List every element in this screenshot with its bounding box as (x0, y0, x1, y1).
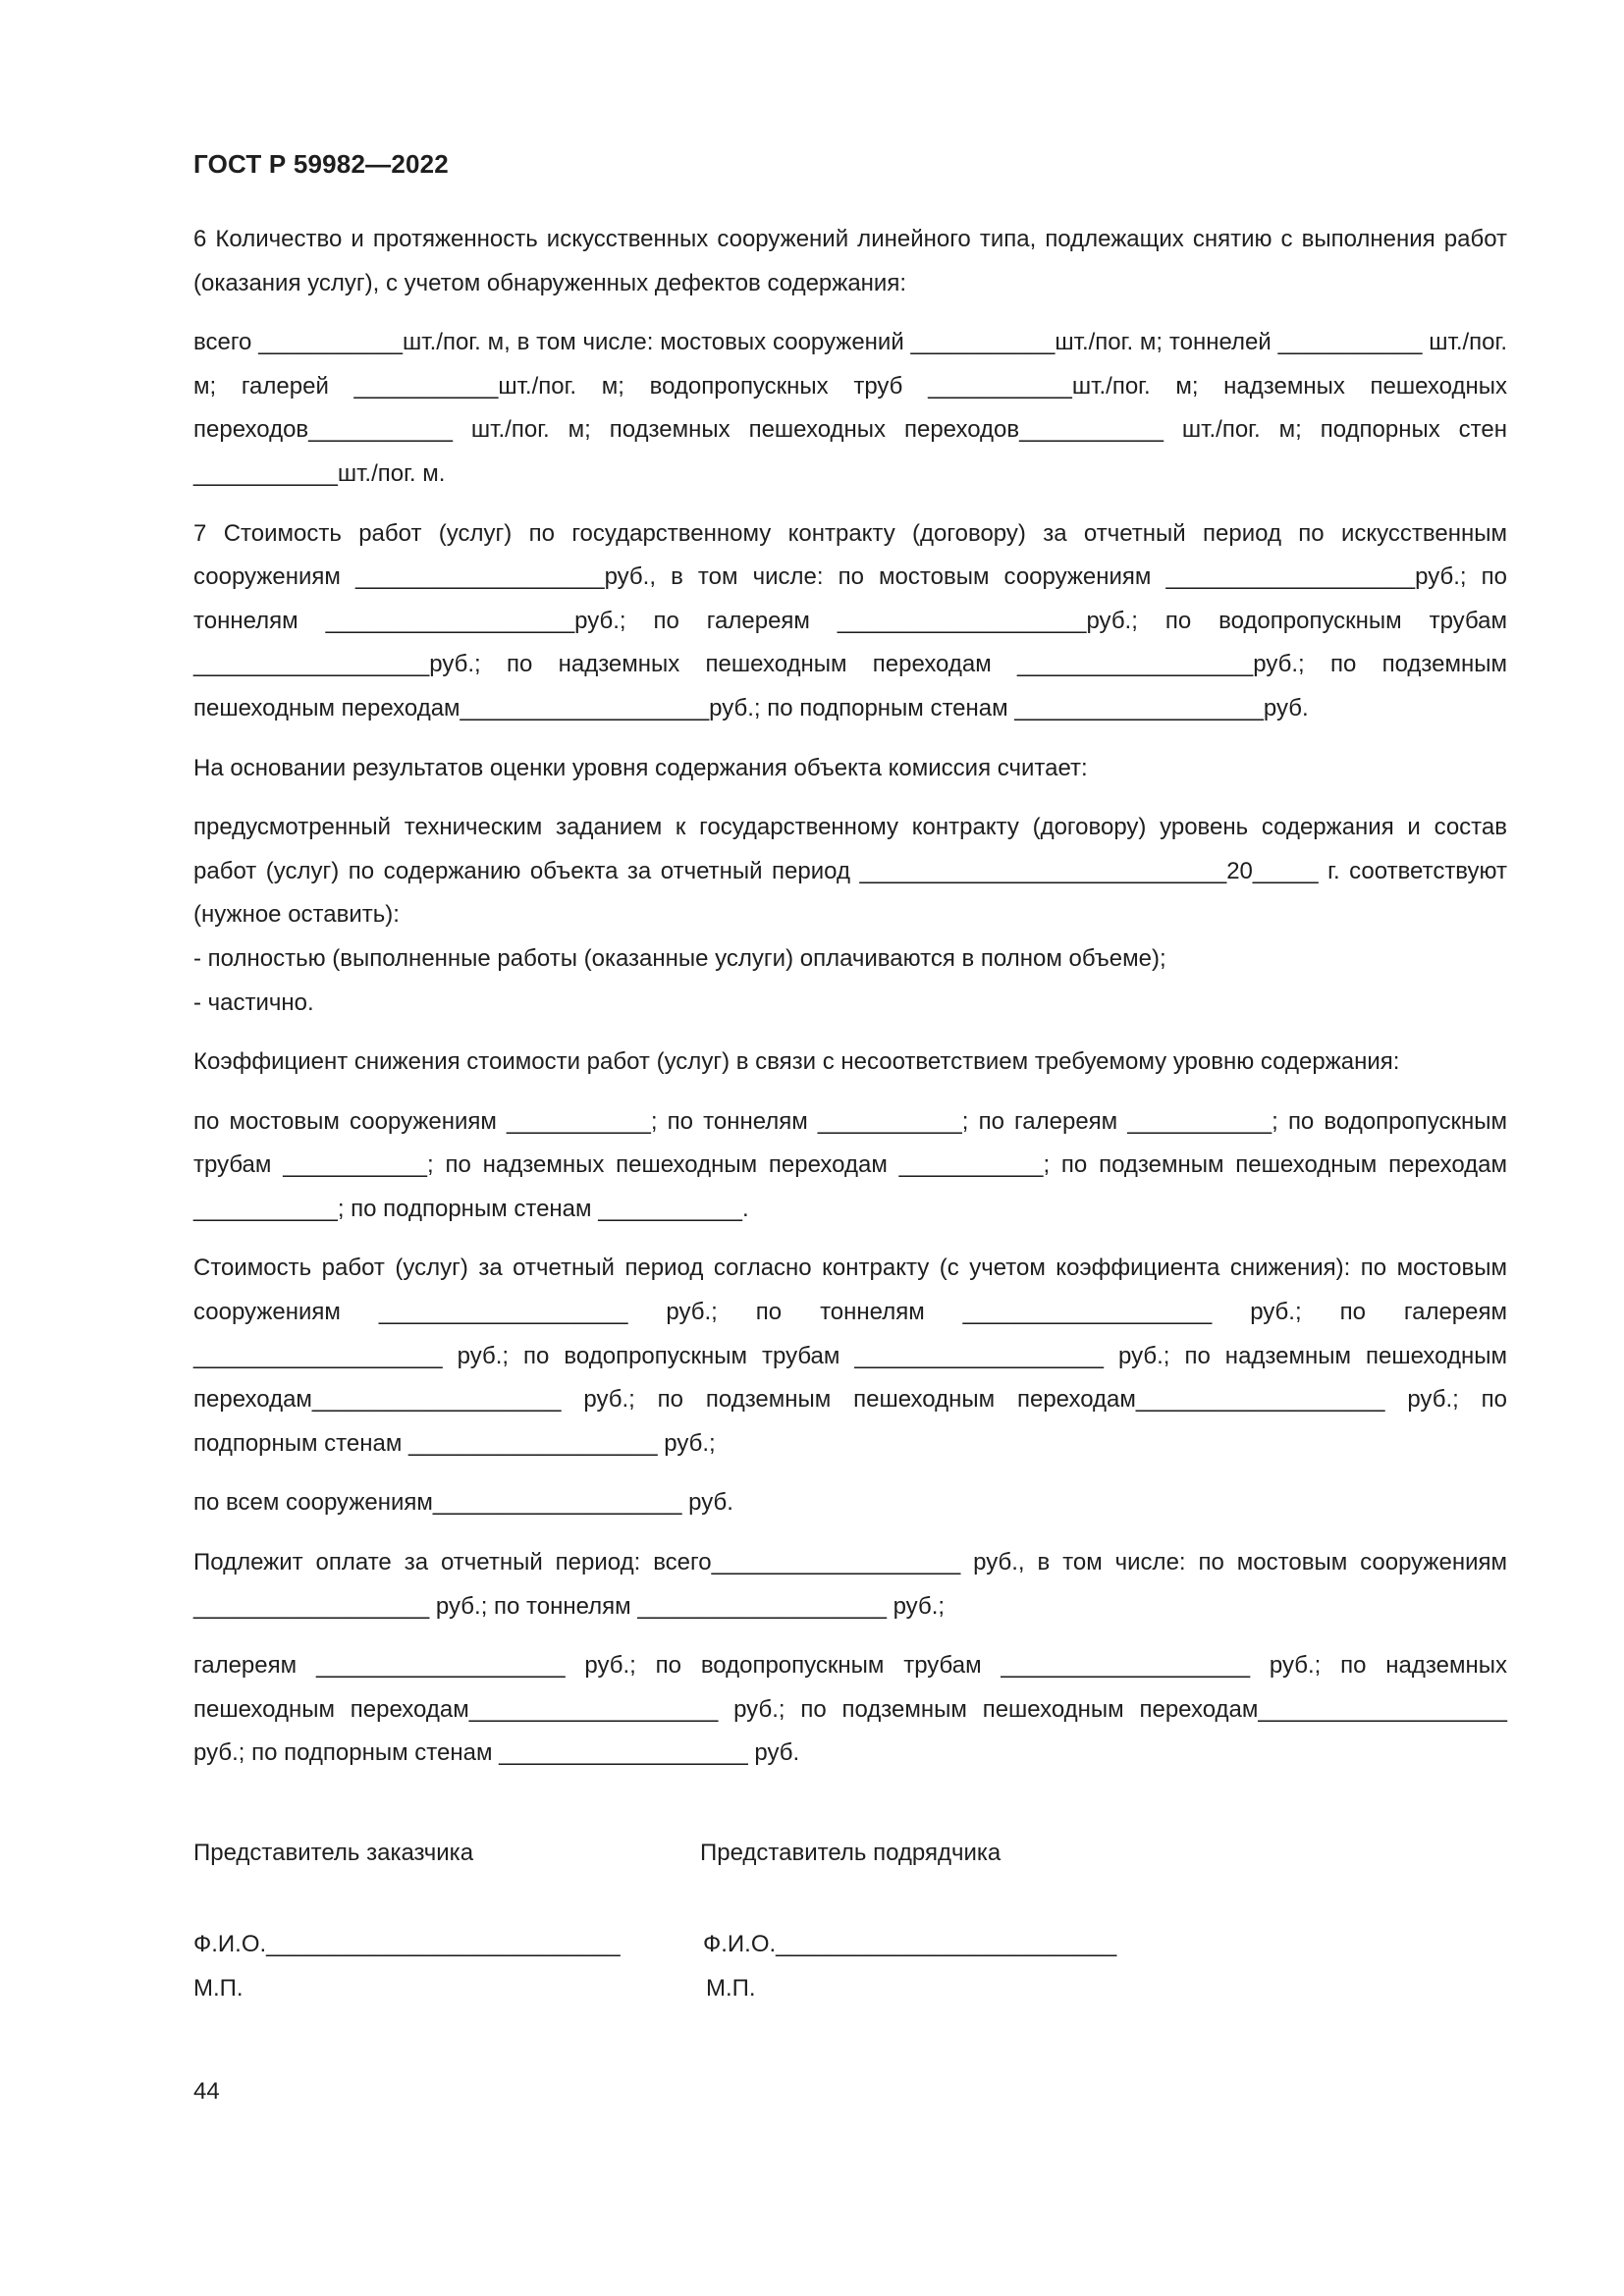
paragraph-payable-total: Подлежит оплате за отчетный период: всего___________________ руб., в том числе: по мостовым сооружениям __________________ руб.; по тоннелям ___________________ руб.; (193, 1549, 1507, 1620)
page-number: 44 (193, 2078, 220, 2105)
paragraph-structures-count: всего ___________шт./пог. м, в том числе: мостовых сооружений ___________шт./пог. м; тоннелей ___________ шт./пог. м; галерей ___________шт./пог. м; водопропускных труб ___________шт./пог. м; надземных пешеходных переходов___________ шт./пог. м; подземных пешеходных переходов___________ шт./пог. м; подпорных стен ___________шт./пог. м. (193, 329, 1507, 487)
paragraph-payable-by-structure: галереям ___________________ руб.; по водопропускным трубам ___________________ руб.; по надземных пешеходным переходам___________________ руб.; по подземным пешеходным переходам___________________ руб.; по подпорным стенам ___________________ руб. (193, 1652, 1507, 1767)
standard-header: ГОСТ Р 59982—2022 (193, 149, 449, 179)
paragraph-option-full: - полностью (выполненные работы (оказанные услуги) оплачиваются в полном объеме); (193, 944, 1166, 972)
paragraph-commission-intro: На основании результатов оценки уровня содержания объекта комиссия считает: (193, 754, 1088, 781)
customer-seal-label: М.П. (193, 1975, 244, 2002)
paragraph-coefficients-by-structure: по мостовым сооружениям ___________; по тоннелям ___________; по галереям ___________; по водопропускным трубам ___________; по надземных пешеходным переходам ___________; по подземным пешеходным переходам ___________; по подпорным стенам ___________. (193, 1107, 1507, 1222)
contractor-representative-title: Представитель подрядчика (700, 1840, 1001, 1866)
paragraph-cost-with-reduction: Стоимость работ (услуг) за отчетный период согласно контракту (с учетом коэффициента снижения): по мостовым сооружениям ___________________ руб.; по тоннелям ___________________ руб.; по галереям ___________________ руб.; по водопропускным трубам ___________________ руб.; по надземным пешеходным переходам___________________ руб.; по подземным пешеходным переходам___________________ руб.; по подпорным стенам ___________________ руб.; (193, 1255, 1507, 1457)
document-body (193, 218, 1507, 1791)
paragraph-maintenance-level: предусмотренный техническим заданием к государственному контракту (договору) уровень содержания и состав работ (услуг) по содержанию объекта за отчетный период ____________________________20_____ г. соответствуют (нужное оставить): (193, 814, 1507, 929)
paragraph-reduction-coefficient: Коэффициент снижения стоимости работ (услуг) в связи с несоответствием требуемому уровню содержания: (193, 1048, 1400, 1076)
paragraph-cost-all-structures: по всем сооружениям___________________ руб. (193, 1489, 733, 1517)
paragraph-section-7: 7 Стоимость работ (услуг) по государственному контракту (договору) за отчетный период по искусственным сооружениям ___________________руб., в том числе: по мостовым сооружениям ___________________руб.; по тоннелям ___________________руб.; по галереям ___________________руб.; по водопропускным трубам __________________руб.; по надземных пешеходным переходам __________________руб.; по подземным пешеходным переходам___________________руб.; по подпорным стенам ___________________руб. (193, 519, 1507, 721)
customer-representative-title: Представитель заказчика (193, 1840, 474, 1866)
paragraph-section-6: 6 Количество и протяженность искусственных сооружений линейного типа, подлежащих снятию с выполнения работ (оказания услуг), с учетом обнаруженных дефектов содержания: (193, 226, 1507, 296)
customer-name-field: Ф.И.О.___________________________ (193, 1931, 621, 1957)
contractor-seal-label: М.П. (706, 1975, 756, 2002)
contractor-name-field: Ф.И.О.__________________________ (703, 1931, 1117, 1957)
paragraph-option-partial: - частично. (193, 988, 314, 1016)
